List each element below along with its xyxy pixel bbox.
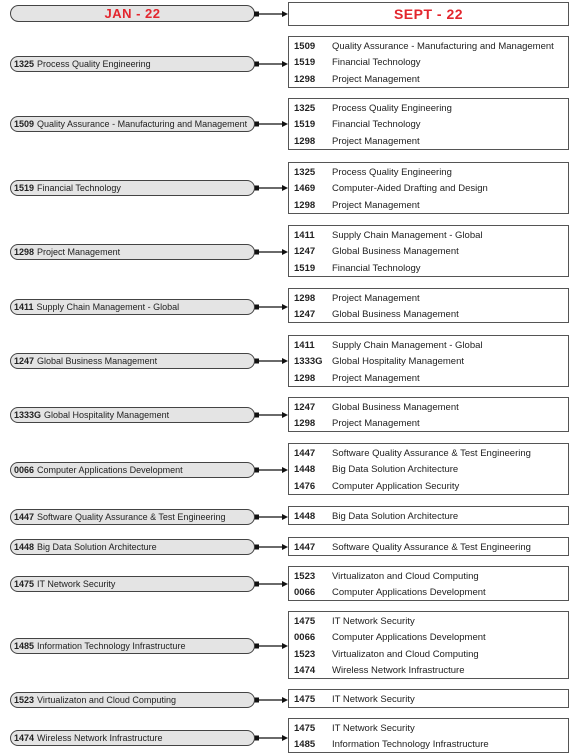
sept-program-box [288, 397, 569, 432]
sept-program-code: 1247 [294, 309, 316, 320]
jan-program-pill [10, 180, 255, 196]
sept-program-code: 1448 [294, 510, 316, 522]
jan-program-name: Virtualizaton and Cloud Computing [37, 695, 176, 705]
jan-program-pill [10, 116, 255, 132]
sept-program-name: Big Data Solution Architecture [332, 510, 459, 522]
jan-program-pill [10, 692, 255, 708]
sept-program-name: Computer Applications Development [332, 587, 486, 598]
sept-program-code: 1476 [294, 480, 316, 492]
sept-program-row [289, 416, 568, 432]
jan-program-code: 1298 [14, 247, 35, 257]
sept-program-box [288, 335, 569, 387]
sept-program-name: Project Management [332, 292, 420, 304]
sept-program-name: Supply Chain Management - Global [332, 229, 483, 241]
sept-program-code: 1298 [294, 135, 316, 147]
sept-program-code: 1298 [294, 73, 316, 85]
sept-program-row [289, 38, 568, 54]
sept-program-row [289, 462, 568, 478]
sept-program-code: 0066 [294, 587, 316, 598]
sept-program-row [289, 71, 568, 87]
sept-program-name: Financial Technology [332, 57, 421, 68]
sept-program-row [289, 630, 568, 646]
sept-program-name: Global Business Management [332, 246, 459, 257]
sept-program-code: 1411 [294, 229, 315, 241]
sept-program-row [289, 307, 568, 323]
sept-program-name: Quality Assurance - Manufacturing and Management [332, 40, 554, 52]
sept-program-row [289, 197, 568, 213]
sept-program-box [288, 288, 569, 323]
sept-program-name: Virtualizaton and Cloud Computing [332, 648, 479, 660]
jan-program-code: 1448 [14, 542, 35, 552]
sept-program-code: 1298 [294, 199, 316, 211]
jan-program-code: 1485 [14, 641, 35, 651]
sept-program-code: 1411 [294, 339, 315, 351]
jan-program-name: IT Network Security [37, 579, 116, 589]
jan-program-code: 1509 [14, 119, 35, 129]
sept-program-box [288, 225, 569, 277]
sept-program-code: 1298 [294, 418, 316, 429]
jan-program-name: Quality Assurance - Manufacturing and Management [37, 119, 248, 129]
jan-program-pill [10, 299, 255, 315]
sept-program-code: 1447 [294, 447, 316, 459]
sept-program-name: Project Management [332, 199, 420, 211]
sept-program-row [289, 117, 568, 133]
sept-program-code: 1247 [294, 401, 316, 413]
sept-program-row [289, 646, 568, 662]
sept-program-code: 1447 [294, 541, 316, 553]
sept-program-name: IT Network Security [332, 722, 415, 734]
sept-program-row [289, 370, 568, 386]
sept-program-row [289, 100, 568, 116]
sept-program-box [288, 162, 569, 214]
jan-program-pill [10, 56, 255, 72]
sept-program-box [288, 611, 569, 679]
sept-program-row [289, 290, 568, 306]
sept-program-name: Information Technology Infrastructure [332, 739, 489, 750]
jan-program-name: Supply Chain Management - Global [36, 302, 180, 312]
jan-program-code: 1411 [14, 302, 34, 312]
jan-program-name: Financial Technology [37, 183, 121, 193]
sept-program-name: Supply Chain Management - Global [332, 339, 483, 351]
sept-program-row [289, 133, 568, 149]
jan-program-name: Global Hospitality Management [44, 410, 170, 420]
jan-program-code: 1523 [14, 695, 35, 705]
sept-program-name: Project Management [332, 73, 420, 85]
sept-program-name: IT Network Security [332, 615, 415, 627]
sept-program-row [289, 539, 568, 555]
sept-program-name: Global Business Management [332, 401, 459, 413]
jan-program-code: 1333G [14, 410, 42, 420]
sept-program-code: 1475 [294, 693, 316, 705]
sept-program-row [289, 568, 568, 584]
connector-start-square [254, 12, 259, 17]
sept-program-box [288, 36, 569, 88]
jan-program-code: 0066 [14, 465, 35, 475]
sept-program-name: Process Quality Engineering [332, 166, 452, 178]
sept-program-row [289, 508, 568, 524]
jan-program-code: 1247 [14, 356, 35, 366]
sept-program-code: 1448 [294, 464, 316, 475]
sept-program-code: 1485 [294, 739, 316, 750]
sept-program-box [288, 566, 569, 601]
sept-program-row [289, 337, 568, 353]
jan-program-name: Computer Applications Development [37, 465, 183, 475]
sept-program-code: 1475 [294, 615, 316, 627]
sept-program-row [289, 244, 568, 260]
sept-program-row [289, 478, 568, 494]
sept-program-name: Global Business Management [332, 309, 459, 320]
sept-program-name: Global Hospitality Management [332, 356, 465, 367]
sept-program-box [288, 718, 569, 753]
sept-program-code: 1519 [294, 262, 316, 274]
jan-program-pill [10, 509, 255, 525]
jan-program-pill [10, 353, 255, 369]
sept-program-name: Process Quality Engineering [332, 102, 452, 114]
jan-program-name: Wireless Network Infrastructure [37, 733, 163, 743]
sept-program-code: 1469 [294, 183, 316, 194]
jan-program-name: Process Quality Engineering [37, 59, 151, 69]
jan-program-code: 1519 [14, 183, 35, 193]
jan-program-pill [10, 407, 255, 423]
jan-program-code: 1325 [14, 59, 35, 69]
jan-program-pill [10, 244, 255, 260]
sept-program-name: Software Quality Assurance & Test Engineering [332, 541, 531, 553]
sept-program-box [288, 443, 569, 495]
sept-program-code: 1509 [294, 40, 316, 52]
sept-program-code: 0066 [294, 632, 316, 643]
jan-program-code: 1447 [14, 512, 35, 522]
sept-program-row [289, 227, 568, 243]
jan-program-name: Big Data Solution Architecture [37, 542, 157, 552]
sept-program-row [289, 663, 568, 679]
jan-program-name: Information Technology Infrastructure [37, 641, 186, 651]
sept-program-name: Big Data Solution Architecture [332, 464, 459, 475]
sept-program-code: 1325 [294, 102, 316, 114]
sept-program-name: Project Management [332, 135, 420, 147]
sept-program-code: 1523 [294, 570, 316, 582]
sept-program-name: IT Network Security [332, 693, 415, 705]
sept-program-box [288, 537, 569, 556]
sept-program-row [289, 737, 568, 753]
jan-program-pill [10, 539, 255, 555]
sept-program-name: Wireless Network Infrastructure [332, 665, 465, 676]
sept-program-row [289, 164, 568, 180]
sept-program-code: 1474 [294, 665, 316, 676]
jan-program-code: 1475 [14, 579, 35, 589]
sept-program-code: 1298 [294, 372, 316, 384]
sept-program-row [289, 585, 568, 601]
sept-program-name: Software Quality Assurance & Test Engineering [332, 447, 531, 459]
jan-program-pill [10, 638, 255, 654]
jan-program-name: Software Quality Assurance & Test Engineering [37, 512, 226, 522]
jan-program-name: Project Management [37, 247, 121, 257]
sept-program-name: Computer-Aided Drafting and Design [332, 183, 488, 194]
sept-program-box [288, 689, 569, 708]
sept-program-code: 1519 [294, 119, 316, 130]
sept-program-box [288, 98, 569, 150]
jan-program-name: Global Business Management [37, 356, 158, 366]
sept-program-code: 1475 [294, 722, 316, 734]
sept-program-name: Computer Applications Development [332, 632, 486, 643]
sept-program-code: 1247 [294, 246, 316, 257]
sept-program-row [289, 613, 568, 629]
sept-program-row [289, 399, 568, 415]
jan-22-header: JAN - 22 [10, 5, 255, 22]
sept-program-box [288, 506, 569, 525]
sept-program-row [289, 260, 568, 276]
sept-program-name: Project Management [332, 372, 420, 384]
jan-program-pill [10, 730, 255, 746]
jan-program-pill [10, 576, 255, 592]
sept-program-code: 1523 [294, 648, 316, 660]
sept-program-name: Virtualizaton and Cloud Computing [332, 570, 479, 582]
sept-program-row [289, 445, 568, 461]
jan-program-pill [10, 462, 255, 478]
sept-program-code: 1333G [294, 356, 323, 367]
sept-program-name: Computer Application Security [332, 480, 460, 492]
sept-program-name: Financial Technology [332, 119, 421, 130]
sept-program-row [289, 354, 568, 370]
sept-program-code: 1298 [294, 292, 316, 304]
sept-program-row [289, 55, 568, 71]
sept-22-header: SEPT - 22 [288, 2, 569, 26]
sept-program-row [289, 691, 568, 707]
sept-program-name: Project Management [332, 418, 420, 429]
jan-program-code: 1474 [14, 733, 35, 743]
sept-program-code: 1325 [294, 166, 316, 178]
sept-program-row [289, 181, 568, 197]
sept-program-row [289, 720, 568, 736]
connector-arrowhead [282, 11, 288, 17]
sept-program-name: Financial Technology [332, 262, 421, 274]
sept-program-code: 1519 [294, 57, 316, 68]
